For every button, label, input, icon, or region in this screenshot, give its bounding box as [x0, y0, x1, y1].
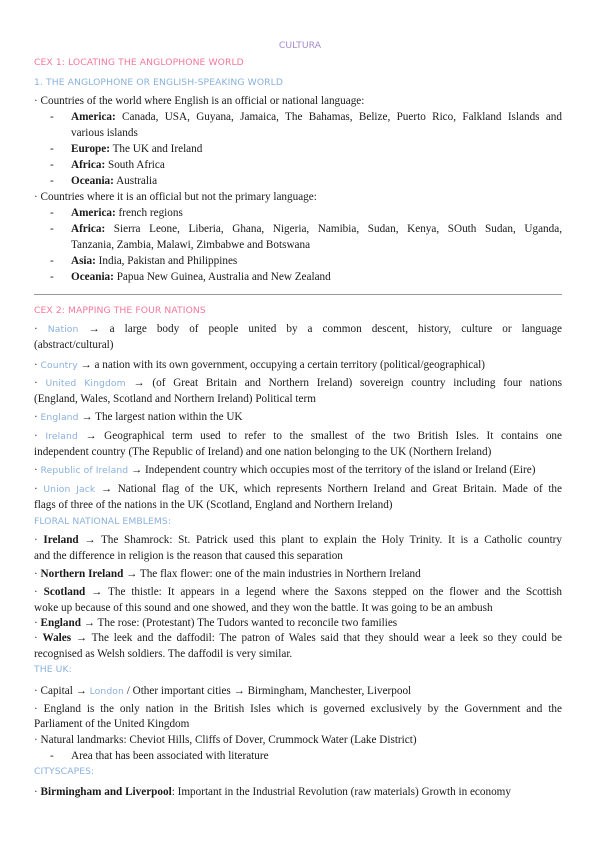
emblem-wales: · Wales → The leek and the daffodil: The patron of Wales said that they should wear a leek so they could be [34, 632, 563, 644]
list-dash: - [50, 159, 54, 171]
def-united-kingdom-cont: (England, Wales, Scotland and Northern Ireland) Political term [34, 393, 316, 405]
list-dash: - [50, 750, 54, 762]
list-label: America: [71, 207, 116, 219]
def-term: Republic of Ireland [40, 465, 129, 476]
floral-heading: FLORAL NATIONAL EMBLEMS: [34, 516, 172, 527]
list-item-america-cont: various islands [71, 127, 138, 139]
uk-capital-prefix: · Capital → [34, 685, 90, 697]
list-label: America: [71, 111, 116, 123]
emblem-label: Northern Ireland [40, 568, 124, 580]
uk-capital [34, 683, 411, 700]
uk-landmarks-sub: Area that has been associated with literature [71, 750, 269, 762]
list2-item-america [71, 205, 183, 221]
list-text: french regions [115, 207, 183, 219]
def-country: · Country → a nation with its own government, occupying a certain territory (political/geographical) [34, 359, 486, 371]
def-england: · England → The largest nation within the UK [34, 411, 243, 423]
list-dash: - [50, 223, 54, 235]
def-term: Ireland [45, 431, 78, 442]
def-nation-cont: (abstract/cultural) [34, 339, 114, 351]
uk-capital-city: London [89, 686, 124, 697]
emblem-label: Scotland [43, 586, 86, 598]
list-dash: - [50, 175, 54, 187]
list-text: Australia [113, 175, 158, 187]
def-term: Union Jack [43, 484, 96, 495]
emblem-ireland: · Ireland → The Shamrock: St. Patrick used this plant to explain the Holy Trinity. It is a Catholic country [34, 534, 562, 546]
list-item-america [71, 109, 562, 125]
cityscapes-label: Birmingham and Liverpool [40, 786, 172, 798]
list-text: Canada, USA, Guyana, Jamaica, The Bahamas, Belize, Puerto Rico, Falkland Islands and [115, 111, 562, 123]
emblem-text: → The Shamrock: St. Patrick used this plant to explain the Holy Trinity. It is a Catholic country [78, 534, 562, 546]
list-label: Oceania: [71, 271, 114, 283]
list-label: Africa: [71, 159, 106, 171]
def-united-kingdom: · United Kingdom → (of Great Britain and Northern Ireland) sovereign country including four nations [34, 377, 562, 389]
def-text: → (of Great Britain and Northern Ireland) sovereign country including four nations [125, 377, 562, 389]
list-text: Sierra Leone, Liberia, Ghana, Nigeria, Namibia, Sudan, Kenya, SOuth Sudan, Uganda, [105, 223, 562, 235]
uk-capital-suffix: / Other important cities → Birmingham, Manchester, Liverpool [123, 685, 412, 697]
emblem-label: Wales [42, 632, 72, 644]
list2-item-africa-cont: Tanzania, Zambia, Malawi, Zimbabwe and Botswana [71, 239, 311, 251]
def-union-jack: · Union Jack → National flag of the UK, which represents Northern Ireland and Great Britain. Made of the [34, 483, 562, 495]
section-divider [34, 294, 562, 295]
def-nation: · Nation → a large body of people united by a common descent, history, culture or language [34, 323, 562, 335]
uk-england-governance: · England is the only nation in the British Isles which is governed exclusively by the Government and the [34, 703, 562, 715]
list-label: Asia: [71, 255, 96, 267]
def-text: → Independent country which occupies most of the territory of the island or Ireland (Eire) [128, 464, 536, 476]
list-text: The UK and Ireland [109, 143, 203, 155]
list-dash: - [50, 271, 54, 283]
list-text: South Africa [105, 159, 165, 171]
cityscapes-text: : Important in the Industrial Revolution (raw materials) Growth in economy [171, 786, 511, 798]
def-term: United Kingdom [45, 378, 126, 389]
list-item-oceania [71, 173, 157, 189]
list-label: Europe: [71, 143, 110, 155]
emblem-text: → The rose: (Protestant) The Tudors wanted to reconcile two families [80, 617, 398, 629]
def-text: → National flag of the UK, which represents Northern Ireland and Great Britain. Made of the [95, 483, 562, 495]
list-text: India, Pakistan and Philippines [95, 255, 238, 267]
def-term: Country [40, 360, 78, 371]
emblem-label: England [40, 617, 81, 629]
emblem-text: → The thistle: It appears in a legend where the Saxons stepped on the flower and the Scottish [85, 586, 562, 598]
emblem-scotland-cont: woke up because of this sound and one showed, and they won the battle. It was going to be an ambush [34, 602, 493, 614]
def-union-jack-cont: flags of three of the nations in the UK (Scotland, England and Northern Ireland) [34, 499, 393, 511]
list-dash: - [50, 143, 54, 155]
def-text: → Geographical term used to refer to the smallest of the two British Isles. It contains one [77, 430, 562, 442]
def-republic-of-ireland: · Republic of Ireland → Independent country which occupies most of the territory of the island or Ireland (Eire) [34, 464, 536, 476]
def-ireland-cont: independent country (The Republic of Ireland) and one nation belonging to the UK (Northern Ireland) [34, 446, 492, 458]
emblem-ireland-cont: and the difference in religion is the reason that caused this separation [34, 550, 343, 562]
def-term: Nation [47, 324, 79, 335]
list-text: Papua New Guinea, Australia and New Zealand [113, 271, 331, 283]
def-text: → The largest nation within the UK [78, 411, 243, 423]
uk-england-governance-cont: Parliament of the United Kingdom [34, 718, 190, 730]
emblem-northern-ireland: · Northern Ireland → The flax flower: one of the main industries in Northern Ireland [34, 568, 421, 580]
def-ireland: · Ireland → Geographical term used to refer to the smallest of the two British Isles. It contains one [34, 430, 562, 442]
cex2-heading: CEX 2: MAPPING THE FOUR NATIONS [34, 305, 206, 316]
list2-item-oceania [71, 269, 331, 285]
emblem-label: Ireland [43, 534, 79, 546]
cex1-heading: CEX 1: LOCATING THE ANGLOPHONE WORLD [34, 57, 244, 68]
list2-item-asia [71, 253, 237, 269]
cityscapes-heading: CITYSCAPES: [34, 766, 95, 777]
emblem-text: → The leek and the daffodil: The patron of Wales said that they should wear a leek so they could be [71, 632, 563, 644]
list-label: Africa: [71, 223, 106, 235]
cityscapes-item: · Birmingham and Liverpool: Important in the Industrial Revolution (raw materials) Growth in economy [34, 786, 511, 798]
list2-item-africa [71, 221, 562, 237]
def-term: England [40, 412, 79, 423]
uk-landmarks: · Natural landmarks: Cheviot Hills, Cliffs of Dover, Crummock Water (Lake District) [34, 734, 417, 746]
emblem-england: · England → The rose: (Protestant) The Tudors wanted to reconcile two families [34, 617, 398, 629]
list-dash: - [50, 111, 54, 123]
list-dash: - [50, 255, 54, 267]
page-title: CULTURA [278, 40, 322, 51]
list-dash: - [50, 207, 54, 219]
emblem-text: → The flax flower: one of the main industries in Northern Ireland [123, 568, 421, 580]
list-label: Oceania: [71, 175, 114, 187]
cex1-intro-1: · Countries of the world where English is an official or national language: [34, 95, 365, 107]
def-text: → a nation with its own government, occupying a certain territory (political/geographical) [77, 359, 486, 371]
list-item-europe [71, 141, 202, 157]
cex1-subheading: 1. THE ANGLOPHONE OR ENGLISH-SPEAKING WORLD [34, 77, 284, 88]
emblem-scotland: · Scotland → The thistle: It appears in a legend where the Saxons stepped on the flower and the Scottish [34, 586, 562, 598]
uk-heading: THE UK: [34, 664, 72, 675]
list-item-africa [71, 157, 165, 173]
cex1-intro-2: · Countries where it is an official but not the primary language: [34, 191, 317, 203]
emblem-wales-cont: recognised as Welsh soldiers. The daffodil is very similar. [34, 648, 293, 660]
def-text: → a large body of people united by a common descent, history, culture or language [78, 323, 562, 335]
